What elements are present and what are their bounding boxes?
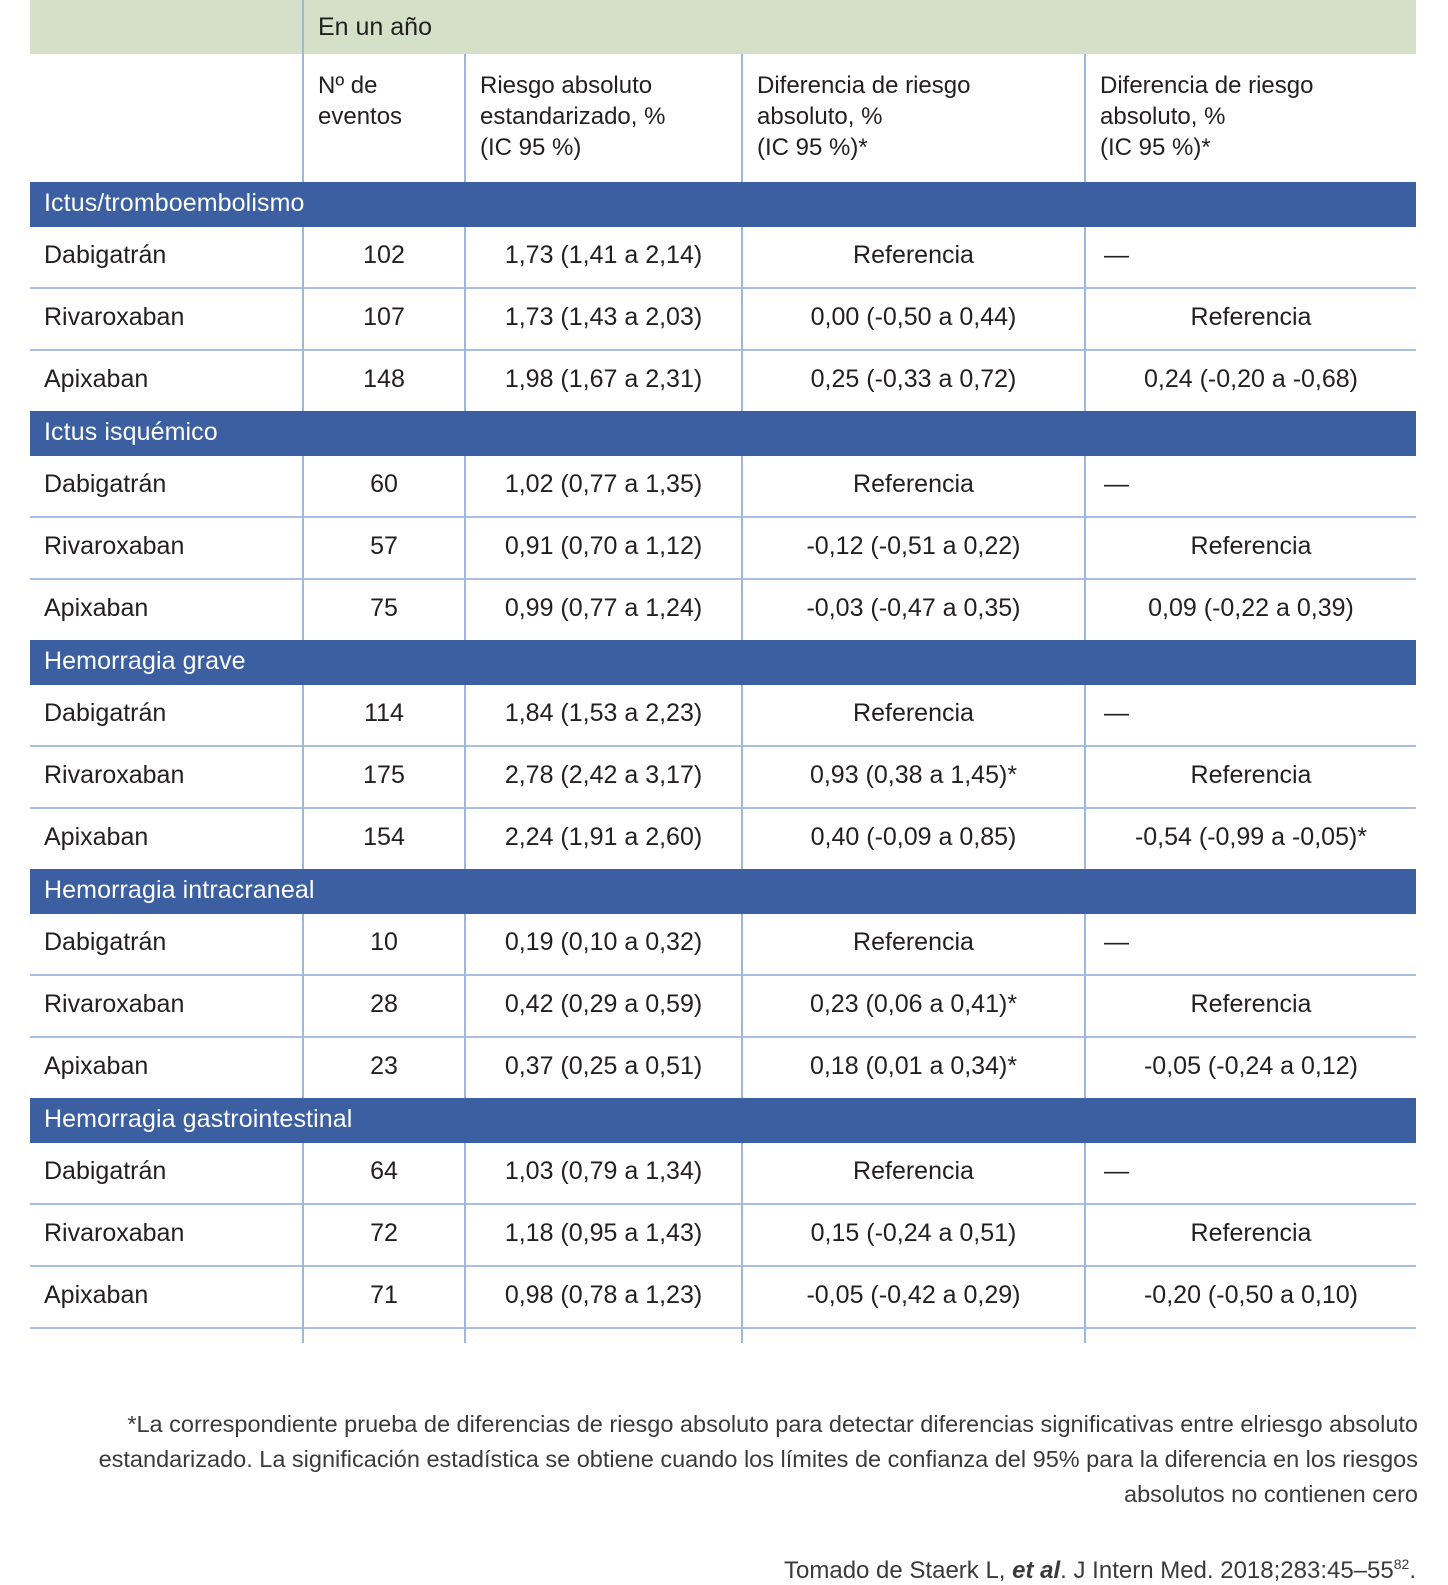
header-cell-events-line2: eventos [318,103,403,131]
cell-absolute-risk: 1,73 (1,43 a 2,03) [465,288,742,350]
cell-event-count: 175 [303,746,465,808]
cell-risk-difference-2: Referencia [1085,288,1416,350]
tail-cell-events [303,1328,465,1343]
cell-drug-name: Apixaban [30,579,303,640]
table-row [30,288,1416,350]
table-row [30,1143,1416,1204]
section-header-row [30,1098,1416,1143]
cell-risk-difference-2: -0,05 (-0,24 a 0,12) [1085,1037,1416,1098]
header-cell-absolute-risk-line3: (IC 95 %) [480,134,582,162]
section-header-row [30,182,1416,227]
banner-spacer [30,0,303,54]
cell-drug-name: Rivaroxaban [30,517,303,579]
cell-drug-name: Dabigatrán [30,685,303,746]
cell-absolute-risk: 1,02 (0,77 a 1,35) [465,456,742,517]
tail-cell-absolute-risk [465,1328,742,1343]
cell-event-count: 148 [303,350,465,411]
cell-event-count: 114 [303,685,465,746]
cell-absolute-risk: 0,98 (0,78 a 1,23) [465,1266,742,1328]
cell-risk-difference-1: 0,23 (0,06 a 0,41)* [742,975,1085,1037]
cell-drug-name: Dabigatrán [30,1143,303,1204]
cell-risk-difference-1: 0,93 (0,38 a 1,45)* [742,746,1085,808]
section-header-row [30,411,1416,456]
header-cell-risk-diff-1-line3: (IC 95 %)* [757,134,868,162]
cell-risk-difference-1: -0,05 (-0,42 a 0,29) [742,1266,1085,1328]
cell-absolute-risk: 1,98 (1,67 a 2,31) [465,350,742,411]
banner-label: En un año [303,0,1416,54]
cell-event-count: 71 [303,1266,465,1328]
citation-prefix: Tomado de Staerk L, [784,1557,1013,1585]
header-cell-risk-diff-2-line1: Diferencia de riesgo [1100,72,1314,99]
cell-absolute-risk: 0,19 (0,10 a 0,32) [465,914,742,975]
cell-risk-difference-2-dash: — [1085,456,1416,517]
cell-absolute-risk: 1,03 (0,79 a 1,34) [465,1143,742,1204]
cell-risk-difference-1: Referencia [742,685,1085,746]
cell-event-count: 60 [303,456,465,517]
cell-risk-difference-1: Referencia [742,914,1085,975]
cell-event-count: 57 [303,517,465,579]
cell-risk-difference-1: Referencia [742,456,1085,517]
cell-risk-difference-2: Referencia [1085,746,1416,808]
cell-absolute-risk: 0,99 (0,77 a 1,24) [465,579,742,640]
cell-risk-difference-2-dash: — [1085,227,1416,288]
cell-absolute-risk: 0,91 (0,70 a 1,12) [465,517,742,579]
cell-absolute-risk: 0,37 (0,25 a 0,51) [465,1037,742,1098]
table-row [30,227,1416,288]
cell-event-count: 154 [303,808,465,869]
section-header-row [30,869,1416,914]
cell-risk-difference-1: Referencia [742,1143,1085,1204]
header-cell-absolute-risk-line2: estandarizado, % [480,103,666,131]
cell-risk-difference-2: -0,20 (-0,50 a 0,10) [1085,1266,1416,1328]
cell-drug-name: Apixaban [30,808,303,869]
cell-drug-name: Apixaban [30,350,303,411]
cell-absolute-risk: 1,73 (1,41 a 2,14) [465,227,742,288]
table-row [30,579,1416,640]
cell-risk-difference-1: Referencia [742,227,1085,288]
table-row [30,746,1416,808]
cell-risk-difference-1: 0,15 (-0,24 a 0,51) [742,1204,1085,1266]
header-cell-blank [30,54,303,182]
cell-risk-difference-1: -0,12 (-0,51 a 0,22) [742,517,1085,579]
section-title-3: Hemorragia intracraneal [30,869,1416,914]
table-tail-row [30,1328,1416,1343]
table-row [30,517,1416,579]
cell-risk-difference-2: 0,09 (-0,22 a 0,39) [1085,579,1416,640]
citation-period: . [1409,1557,1416,1585]
cell-risk-difference-1: 0,40 (-0,09 a 0,85) [742,808,1085,869]
cell-absolute-risk: 1,18 (0,95 a 1,43) [465,1204,742,1266]
citation-italic: et al [1012,1557,1061,1585]
cell-risk-difference-1: 0,18 (0,01 a 0,34)* [742,1037,1085,1098]
cell-risk-difference-2: Referencia [1085,975,1416,1037]
citation-suffix: . J Intern Med. 2018;283:45–55 [1060,1557,1394,1585]
cell-risk-difference-1: -0,03 (-0,47 a 0,35) [742,579,1085,640]
table-row [30,1266,1416,1328]
cell-drug-name: Dabigatrán [30,227,303,288]
tail-cell-diff-2 [1085,1328,1416,1343]
table-footnote: *La correspondiente prueba de diferencias de riesgo absoluto para detectar diferencias significativas entre elriesgo absoluto estandarizado. La significación estadística se obtiene cuando los límites de confianza del 95% para la diferencia en los riesgos absolutos no contienen cero [98,1410,1418,1508]
cell-absolute-risk: 2,78 (2,42 a 3,17) [465,746,742,808]
header-cell-risk-diff-2-line3: (IC 95 %)* [1100,134,1211,162]
table-banner-row [30,0,1416,54]
cell-drug-name: Apixaban [30,1037,303,1098]
tail-cell-diff-1 [742,1328,1085,1343]
cell-risk-difference-2-dash: — [1085,914,1416,975]
header-cell-risk-diff-2-line2: absoluto, % [1100,103,1226,131]
section-title-4: Hemorragia gastrointestinal [30,1098,1416,1143]
header-cell-risk-diff-1-line2: absoluto, % [757,103,883,131]
cell-absolute-risk: 1,84 (1,53 a 2,23) [465,685,742,746]
table-row [30,1204,1416,1266]
cell-drug-name: Apixaban [30,1266,303,1328]
header-cell-risk-diff-1-line1: Diferencia de riesgo [757,72,971,99]
table-row [30,685,1416,746]
section-title-1: Ictus isquémico [30,411,1416,456]
cell-event-count: 102 [303,227,465,288]
citation-superscript: 82 [1393,1556,1410,1573]
cell-drug-name: Rivaroxaban [30,1204,303,1266]
source-citation [30,1556,1416,1585]
header-cell-absolute-risk [465,54,742,182]
cell-drug-name: Dabigatrán [30,914,303,975]
cell-risk-difference-2-dash: — [1085,1143,1416,1204]
cell-risk-difference-2: -0,54 (-0,99 a -0,05)* [1085,808,1416,869]
table-row [30,456,1416,517]
header-cell-risk-diff-1 [742,54,1085,182]
table-row [30,350,1416,411]
cell-event-count: 23 [303,1037,465,1098]
cell-risk-difference-2-dash: — [1085,685,1416,746]
cell-risk-difference-2: 0,24 (-0,20 a -0,68) [1085,350,1416,411]
cell-risk-difference-1: 0,25 (-0,33 a 0,72) [742,350,1085,411]
table-row [30,808,1416,869]
header-cell-events [303,54,465,182]
header-cell-absolute-risk-line1: Riesgo absoluto [480,72,653,99]
cell-event-count: 72 [303,1204,465,1266]
cell-risk-difference-1: 0,00 (-0,50 a 0,44) [742,288,1085,350]
section-title-0: Ictus/tromboembolismo [30,182,1416,227]
cell-event-count: 64 [303,1143,465,1204]
cell-drug-name: Rivaroxaban [30,746,303,808]
cell-risk-difference-2: Referencia [1085,517,1416,579]
cell-event-count: 28 [303,975,465,1037]
cell-risk-difference-2: Referencia [1085,1204,1416,1266]
table-row [30,975,1416,1037]
section-header-row [30,640,1416,685]
section-title-2: Hemorragia grave [30,640,1416,685]
cell-event-count: 107 [303,288,465,350]
table-row [30,1037,1416,1098]
table-row [30,914,1416,975]
table-header-row [30,54,1416,182]
cell-drug-name: Rivaroxaban [30,975,303,1037]
cell-drug-name: Rivaroxaban [30,288,303,350]
cell-event-count: 75 [303,579,465,640]
risk-comparison-table [30,0,1416,1343]
header-cell-risk-diff-2 [1085,54,1416,182]
header-cell-events-line1: Nº de [318,72,378,99]
cell-absolute-risk: 0,42 (0,29 a 0,59) [465,975,742,1037]
cell-absolute-risk: 2,24 (1,91 a 2,60) [465,808,742,869]
cell-drug-name: Dabigatrán [30,456,303,517]
cell-event-count: 10 [303,914,465,975]
tail-cell-blank [30,1328,303,1343]
